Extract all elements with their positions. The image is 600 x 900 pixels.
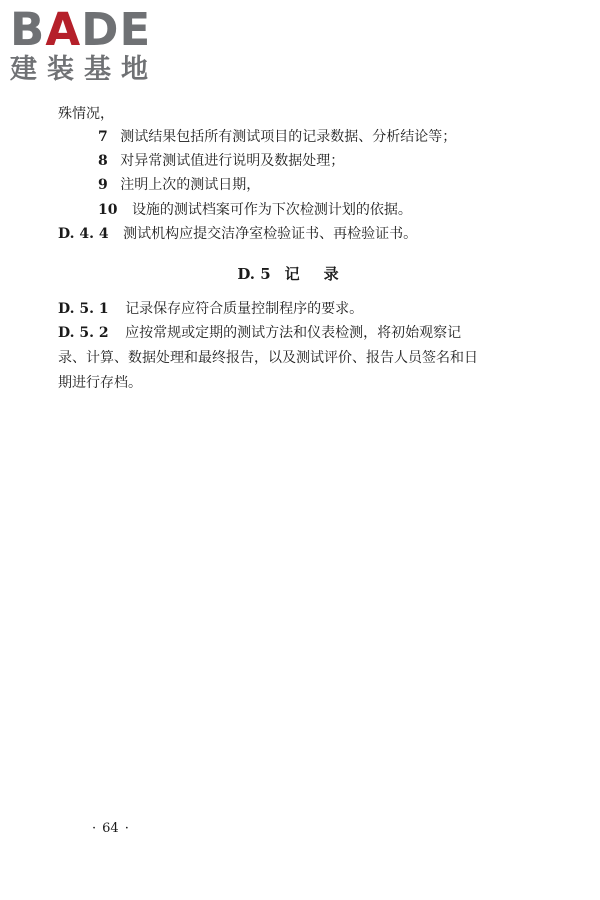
list-item xyxy=(98,174,260,196)
section-title: 记录 xyxy=(284,265,363,283)
clause-text: 应按常规或定期的测试方法和仪表检测，将初始观察记 xyxy=(125,325,462,341)
item-number: 7 xyxy=(98,129,108,145)
item-text: 对异常测试值进行说明及数据处理； xyxy=(120,153,345,169)
clause-text: 记录保存应符合质量控制程序的要求。 xyxy=(125,301,364,317)
logo-subtitle: 建装基地 xyxy=(10,54,158,85)
clause-number: D. 5. 2 xyxy=(58,325,109,341)
clause-text: 测试机构应提交洁净室检验证书、再检验证书。 xyxy=(123,226,418,242)
section-heading xyxy=(0,263,600,285)
clause-d-4-4 xyxy=(58,223,417,245)
list-item xyxy=(98,199,412,221)
item-number: 8 xyxy=(98,153,108,169)
clause-text-continued: 录、计算、数据处理和最终报告，以及测试评价、报告人员签名和日 xyxy=(58,350,478,366)
list-item xyxy=(98,150,344,172)
list-item xyxy=(98,126,456,148)
page-number: · 64 · xyxy=(92,821,129,836)
clause-number: D. 5. 1 xyxy=(58,301,109,317)
item-text: 注明上次的测试日期， xyxy=(120,177,261,193)
clause-d-5-2 xyxy=(58,322,461,344)
section-number: D. 5 xyxy=(237,265,271,283)
continuation-text: 殊情况， xyxy=(58,106,114,122)
item-number: 10 xyxy=(98,202,118,218)
item-text: 测试结果包括所有测试项目的记录数据、分析结论等； xyxy=(120,129,457,145)
clause-d-5-1 xyxy=(58,298,363,320)
item-number: 9 xyxy=(98,177,108,193)
clause-number: D. 4. 4 xyxy=(58,226,109,242)
logo-wordmark: BADE xyxy=(10,3,152,56)
clause-text-continued: 期进行存档。 xyxy=(58,375,142,391)
bade-logo xyxy=(10,3,175,85)
item-text: 设施的测试档案可作为下次检测计划的依据。 xyxy=(131,202,412,218)
